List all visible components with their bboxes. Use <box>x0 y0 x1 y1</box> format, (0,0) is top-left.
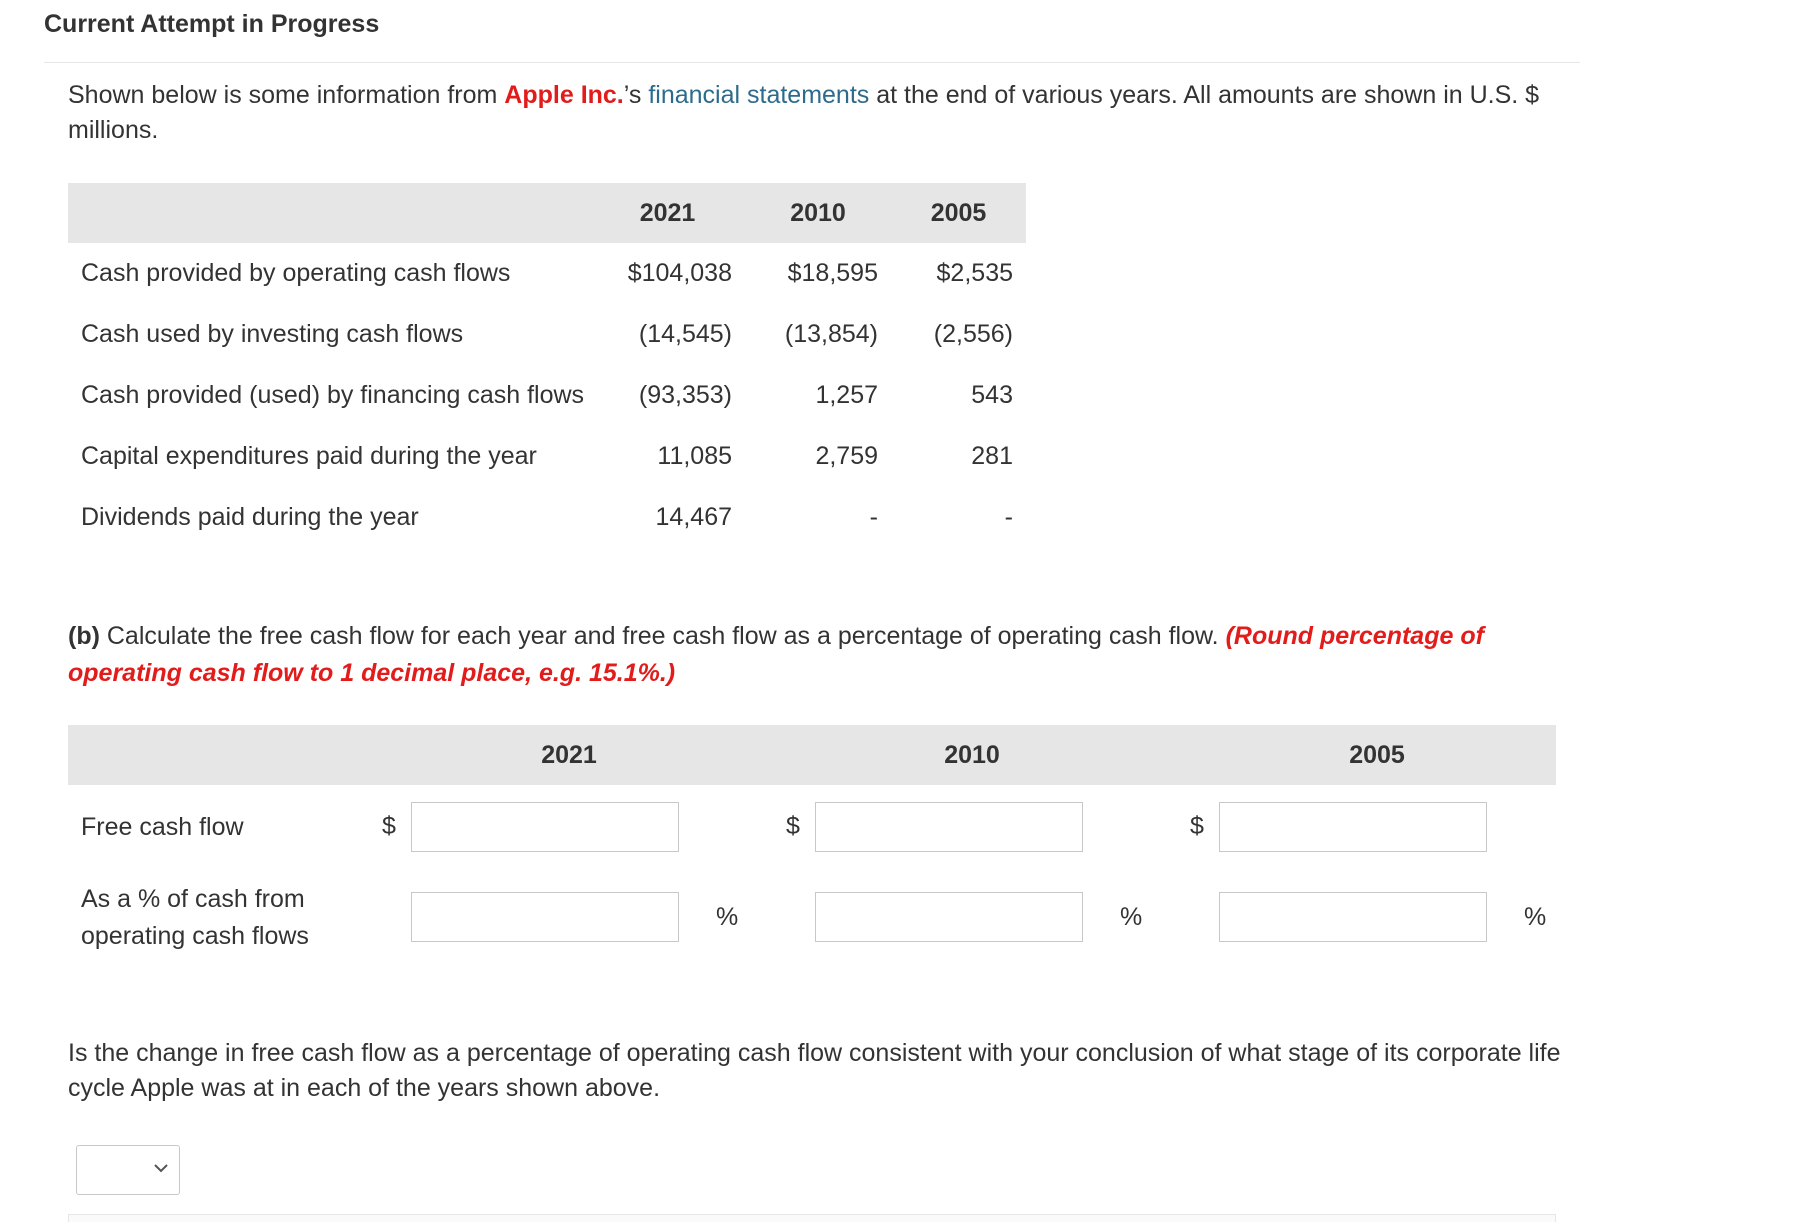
cell-value: - <box>1004 503 1013 531</box>
attempt-title: Current Attempt in Progress <box>44 10 380 38</box>
cell-value: (13,854) <box>784 320 878 348</box>
question-b-part: (b) <box>68 622 100 650</box>
cell-value: (14,545) <box>638 320 732 348</box>
cell-value: 281 <box>971 442 1013 470</box>
free-cash-flow-label: Free cash flow <box>81 813 244 841</box>
chevron-down-icon <box>151 1158 171 1178</box>
cell-value: 2,759 <box>815 442 878 470</box>
cell-value: - <box>869 503 878 531</box>
pct-label-line1: As a % of cash from <box>81 885 305 913</box>
intro-possessive: ’s <box>623 81 649 109</box>
pct-label <box>81 881 309 955</box>
pct-label-line2: operating cash flows <box>81 922 309 950</box>
header-empty <box>68 183 590 243</box>
cell-value: $18,595 <box>787 259 878 287</box>
row-label: Cash provided by operating cash flows <box>81 259 511 287</box>
answer-dropdown[interactable] <box>76 1145 180 1195</box>
next-section-border <box>68 1214 1556 1222</box>
percent-symbol: % <box>716 903 739 931</box>
row-label: Dividends paid during the year <box>81 503 419 531</box>
intro-prefix: Shown below is some information from <box>68 81 505 109</box>
table-row <box>68 426 1026 487</box>
cell-value: $104,038 <box>627 259 732 287</box>
fcf-2005-input[interactable] <box>1219 802 1487 852</box>
table-row <box>68 304 1026 365</box>
percent-symbol: % <box>1120 903 1143 931</box>
pct-2005-input[interactable] <box>1219 892 1487 942</box>
row-label: Cash used by investing cash flows <box>81 320 464 348</box>
fcf-2010-input[interactable] <box>815 802 1083 852</box>
pct-2021-input[interactable] <box>411 892 679 942</box>
table-row <box>68 365 1026 426</box>
percent-symbol: % <box>1524 903 1547 931</box>
rounding-instruction: (Round percentage of operating cash flow to 1 decimal place, e.g. 15.1%.) <box>68 622 1484 687</box>
column-header-2005: 2005 <box>891 183 1026 243</box>
currency-symbol: $ <box>1190 812 1204 840</box>
question-b-text: Calculate the free cash flow for each year and free cash flow as a percentage of operating cash flow. <box>99 622 1226 650</box>
answer-grid-header <box>68 725 1556 785</box>
financial-data-table <box>68 183 1026 548</box>
question-b <box>68 618 1548 692</box>
row-label: Capital expenditures paid during the year <box>81 442 537 470</box>
table-header-row <box>68 183 1026 243</box>
intro-text <box>68 78 1548 148</box>
currency-symbol: $ <box>382 812 396 840</box>
question-c: Is the change in free cash flow as a percentage of operating cash flow consistent with your conclusion of what stage of its corporate life cycle Apple was at in each of the years shown above. <box>68 1039 1561 1102</box>
table-row <box>68 243 1026 304</box>
cell-value: (93,353) <box>638 381 732 409</box>
intro-suffix: at the end of various years. All amounts are shown in U.S. $ millions. <box>68 81 1540 144</box>
financial-statements-link[interactable]: financial statements <box>648 81 870 109</box>
answer-year-2005: 2005 <box>1349 741 1405 769</box>
column-header-2021: 2021 <box>590 183 745 243</box>
cell-value: (2,556) <box>933 320 1013 348</box>
company-name: Apple Inc. <box>504 81 624 109</box>
cell-value: 14,467 <box>655 503 732 531</box>
currency-symbol: $ <box>786 812 800 840</box>
cell-value: $2,535 <box>936 259 1013 287</box>
pct-2010-input[interactable] <box>815 892 1083 942</box>
cell-value: 11,085 <box>657 442 732 470</box>
row-label: Cash provided (used) by financing cash flows <box>81 381 585 409</box>
answer-year-2021: 2021 <box>541 741 597 769</box>
column-header-2010: 2010 <box>745 183 891 243</box>
cell-value: 543 <box>971 381 1013 409</box>
table-row <box>68 487 1026 548</box>
header-divider <box>44 62 1580 63</box>
answer-year-2010: 2010 <box>944 741 1000 769</box>
cell-value: 1,257 <box>815 381 878 409</box>
fcf-2021-input[interactable] <box>411 802 679 852</box>
